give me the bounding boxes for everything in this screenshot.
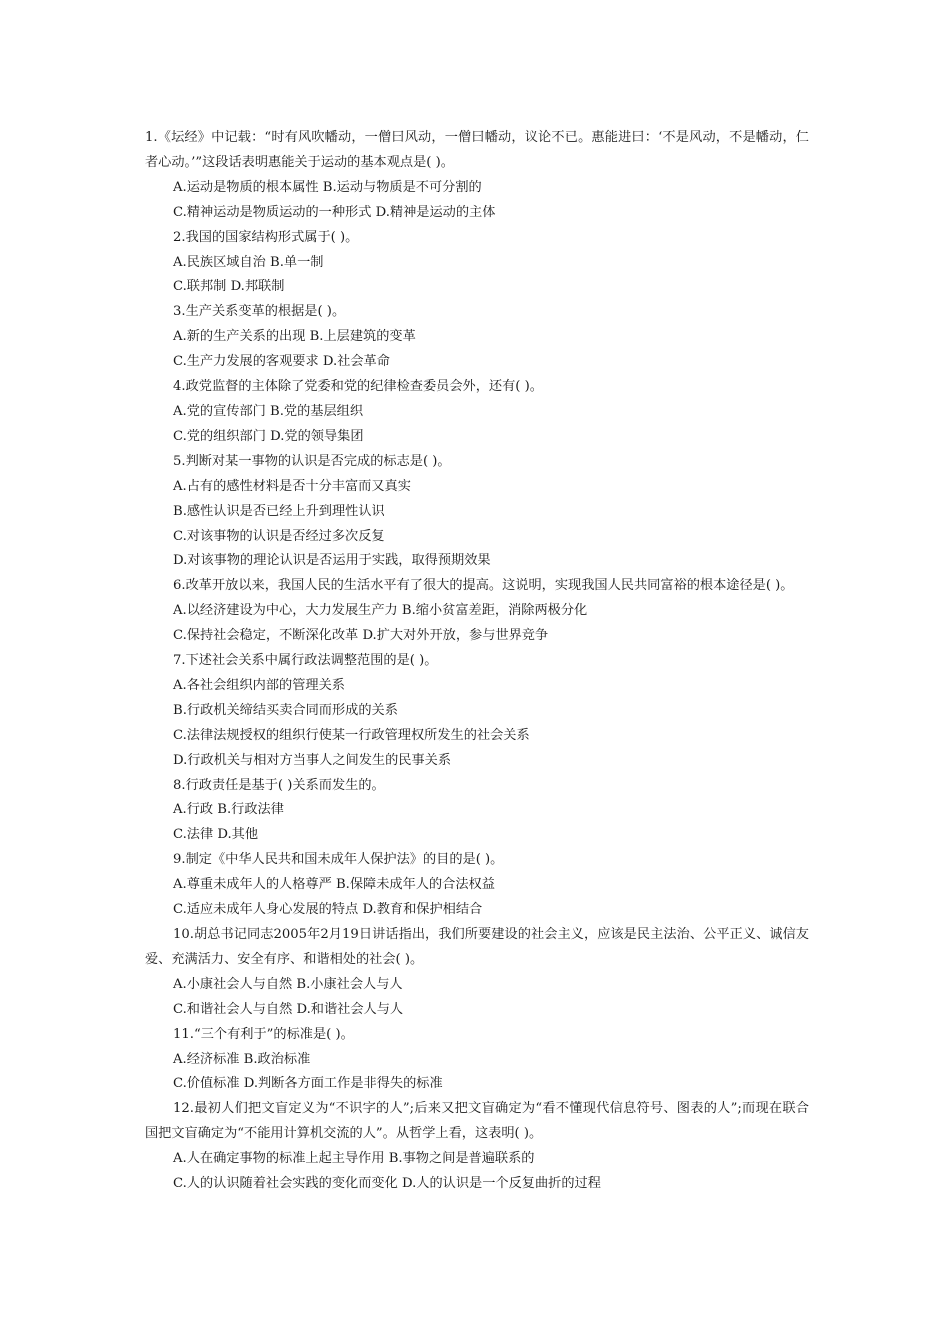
- question-text: 6.改革开放以来，我国人民的生活水平有了很大的提高。这说明，实现我国人民共同富裕的根本途径是( )。: [173, 578, 794, 594]
- answer-options: C.法律法规授权的组织行使某一行政管理权所发生的社会关系: [173, 727, 530, 743]
- answer-options: C.适应未成年人身心发展的特点 D.教育和保护相结合: [173, 902, 483, 918]
- question-text: 1.《坛经》中记载：“时有风吹幡动，一僧曰风动，一僧曰幡动，议论不已。惠能进曰：‘不是风动，不是幡动，仁者心动。’”这段话表明惠能关于运动的基本观点是( )。: [145, 130, 809, 170]
- answer-options: A.行政 B.行政法律: [173, 802, 284, 818]
- answer-options: A.小康社会人与自然 B.小康社会人与人: [173, 976, 403, 992]
- answer-options: A.党的宣传部门 B.党的基层组织: [173, 403, 364, 419]
- answer-options: C.生产力发展的客观要求 D.社会革命: [173, 354, 390, 370]
- answer-options: A.占有的感性材料是否十分丰富而又真实: [173, 478, 411, 494]
- answer-options: B.行政机关缔结买卖合同而形成的关系: [173, 702, 398, 718]
- answer-options: C.法律 D.其他: [173, 827, 259, 843]
- answer-options: A.尊重未成年人的人格尊严 B.保障未成年人的合法权益: [173, 877, 495, 893]
- answer-options: C.精神运动是物质运动的一种形式 D.精神是运动的主体: [173, 204, 496, 220]
- answer-options: A.新的生产关系的出现 B.上层建筑的变革: [173, 329, 416, 345]
- question-text: 12.最初人们把文盲定义为“不识字的人”;后来又把文盲确定为“看不懂现代信息符号、图表的人”;而现在联合国把文盲确定为“不能用计算机交流的人”。从哲学上看，这表明( )。: [145, 1101, 809, 1142]
- answer-options: C.保持社会稳定，不断深化改革 D.扩大对外开放，参与世界竞争: [173, 628, 549, 644]
- answer-options: A.各社会组织内部的管理关系: [173, 677, 345, 693]
- question-text: 5.判断对某一事物的认识是否完成的标志是( )。: [173, 453, 451, 469]
- answer-options: C.联邦制 D.邦联制: [173, 279, 285, 295]
- answer-options: A.以经济建设为中心，大力发展生产力 B.缩小贫富差距，消除两极分化: [173, 603, 588, 619]
- answer-options: A.经济标准 B.政治标准: [173, 1051, 311, 1067]
- question-text: 9.制定《中华人民共和国未成年人保护法》的目的是( )。: [173, 852, 504, 868]
- answer-options: C.人的认识随着社会实践的变化而变化 D.人的认识是一个反复曲折的过程: [173, 1176, 601, 1192]
- question-text: 4.政党监督的主体除了党委和党的纪律检查委员会外，还有( )。: [173, 379, 543, 395]
- document-body: [145, 126, 809, 1197]
- answer-options: A.民族区域自治 B.单一制: [173, 254, 324, 270]
- question-text: 3.生产关系变革的根据是( )。: [173, 304, 346, 320]
- question-text: 10.胡总书记同志2005年2月19日讲话指出，我们所要建设的社会主义，应该是民主法治、公平正义、诚信友爱、充满活力、安全有序、和谐相处的社会( )。: [145, 927, 809, 967]
- answer-options: A.运动是物质的根本属性 B.运动与物质是不可分割的: [173, 179, 482, 195]
- answer-options: C.和谐社会人与自然 D.和谐社会人与人: [173, 1001, 404, 1017]
- question-text: 11.“三个有利于”的标准是( )。: [173, 1026, 354, 1042]
- answer-options: C.价值标准 D.判断各方面工作是非得失的标准: [173, 1076, 443, 1092]
- answer-options: D.对该事物的理论认识是否运用于实践，取得预期效果: [173, 553, 491, 569]
- answer-options: C.对该事物的认识是否经过多次反复: [173, 528, 385, 544]
- answer-options: B.感性认识是否已经上升到理性认识: [173, 503, 385, 519]
- question-text: 8.行政责任是基于( )关系而发生的。: [173, 777, 385, 793]
- answer-options: D.行政机关与相对方当事人之间发生的民事关系: [173, 752, 452, 768]
- question-text: 7.下述社会关系中属行政法调整范围的是( )。: [173, 653, 438, 669]
- answer-options: A.人在确定事物的标准上起主导作用 B.事物之间是普遍联系的: [173, 1151, 535, 1167]
- answer-options: C.党的组织部门 D.党的领导集团: [173, 428, 364, 444]
- question-text: 2.我国的国家结构形式属于( )。: [173, 229, 359, 245]
